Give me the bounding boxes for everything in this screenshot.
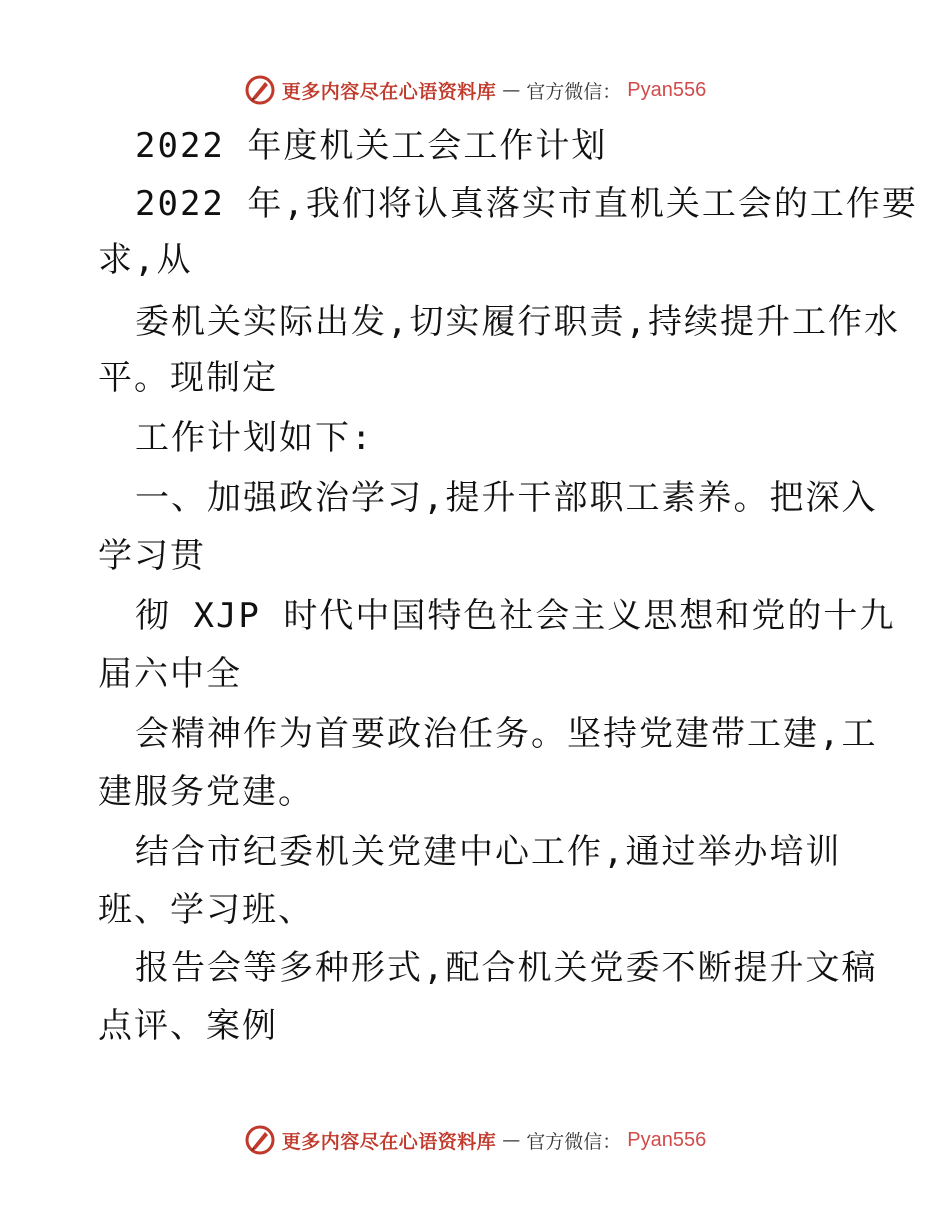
watermark-dash: — [502,1129,521,1151]
watermark-id: Pyan556 [627,1128,707,1151]
paragraph-line: 结合市纪委机关党建中心工作,通过举办培训 [135,832,842,872]
paragraph-line: 委机关实际出发,切实履行职责,持续提升工作水 [135,302,900,342]
paragraph-line: 建服务党建。 [98,772,314,812]
paragraph-line: 会精神作为首要政治任务。坚持党建带工建,工 [135,714,878,754]
paragraph-line: 彻 XJP 时代中国特色社会主义思想和党的十九 [135,596,896,636]
document-title: 2022 年度机关工会工作计划 [135,126,608,166]
pen-logo-icon [244,1124,276,1156]
paragraph-line: 班、学习班、 [98,890,314,930]
watermark-id: Pyan556 [627,78,707,101]
watermark-official: 官方微信： [526,80,622,103]
paragraph-line: 报告会等多种形式,配合机关党委不断提升文稿 [135,948,878,988]
footer-watermark [0,1120,950,1160]
pen-logo-icon [244,74,276,106]
paragraph-line: 2022 年,我们将认真落实市直机关工会的工作要 [135,184,918,224]
paragraph-line: 点评、案例 [98,1006,278,1046]
watermark-official: 官方微信： [526,1130,622,1153]
watermark-brand: 更多内容尽在心语资料库 [281,1130,497,1153]
header-watermark [0,70,950,110]
watermark-brand: 更多内容尽在心语资料库 [281,80,497,103]
paragraph-line: 平。现制定 [98,358,278,398]
paragraph-line: 工作计划如下: [135,418,374,458]
paragraph-line: 届六中全 [98,654,242,694]
paragraph-line: 一、加强政治学习,提升干部职工素养。把深入 [135,478,878,518]
paragraph-line: 学习贯 [98,536,206,576]
watermark-dash: — [502,79,521,101]
paragraph-line: 求,从 [98,240,193,280]
